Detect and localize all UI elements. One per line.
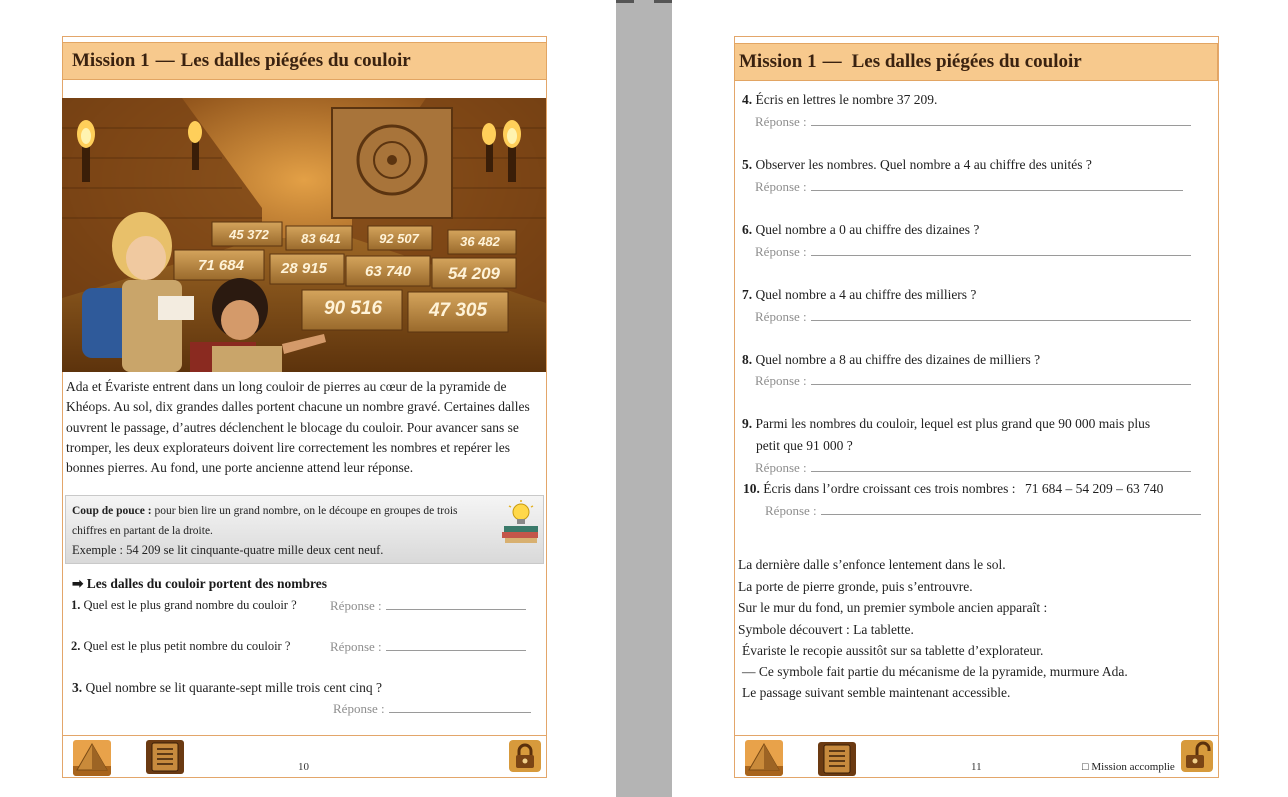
answer-line[interactable]: [811, 245, 1191, 256]
arrow-right-icon: ➡: [72, 576, 84, 591]
answer-3[interactable]: Réponse :: [333, 701, 531, 717]
tile-number: 47 305: [428, 300, 488, 321]
tile-number: 28 915: [281, 260, 327, 277]
question-3: 3. Quel nombre se lit quarante-sept mille trois cent cinq ?: [72, 680, 383, 695]
tile-number: 45 372: [229, 227, 269, 242]
tile-number: 92 507: [379, 231, 419, 246]
answer-line[interactable]: [811, 180, 1183, 191]
section-title: ➡ Les dalles du couloir portent des nombres: [72, 576, 327, 591]
open-padlock-icon: [1181, 740, 1213, 772]
question-7: 7. Quel nombre a 4 au chiffre des milliers ?: [742, 287, 977, 302]
answer-4[interactable]: Réponse :: [755, 114, 1191, 130]
hint-text: pour bien lire un grand nombre, on le découpe en groupes de trois chiffres en partant de la droite.: [72, 505, 458, 537]
padlock-icon: [509, 740, 541, 772]
answer-8[interactable]: Réponse :: [755, 373, 1191, 389]
answer-6[interactable]: Réponse :: [755, 244, 1191, 260]
question-2: 2. Quel est le plus petit nombre du couloir ?: [71, 639, 291, 653]
answer-line[interactable]: [389, 702, 531, 713]
tablet-icon: [146, 740, 184, 774]
gutter-tab: [616, 0, 634, 3]
question-6: 6. Quel nombre a 0 au chiffre des dizaines ?: [742, 222, 980, 237]
question-10: 10. Écris dans l’ordre croissant ces trois nombres : 71 684 – 54 209 – 63 740: [743, 481, 1164, 496]
mission-accomplished[interactable]: □ Mission accomplie: [1082, 761, 1175, 773]
header-dash: —: [155, 50, 175, 71]
answer-line[interactable]: [821, 504, 1201, 515]
left-page: [0, 0, 616, 797]
question-5: 5. Observer les nombres. Quel nombre a 4 au chiffre des unités ?: [742, 157, 1092, 172]
answer-2[interactable]: Réponse :: [330, 639, 526, 655]
numbers-to-order: 71 684 – 54 209 – 63 740: [1024, 481, 1164, 496]
question-9: 9. Parmi les nombres du couloir, lequel est plus grand que 90 000 mais plus: [742, 416, 1151, 431]
answer-line[interactable]: [386, 599, 526, 610]
answer-line[interactable]: [386, 640, 526, 651]
mission-checkbox[interactable]: □: [1082, 761, 1089, 773]
footer-divider: [734, 735, 1218, 736]
tile-number: 90 516: [323, 298, 383, 319]
hint-example: Exemple : 54 209 se lit cinquante-quatre mille deux cent neuf.: [72, 543, 384, 557]
answer-1[interactable]: Réponse :: [330, 598, 526, 614]
hint-title: Coup de pouce :: [72, 505, 152, 517]
question-8: 8. Quel nombre a 8 au chiffre des dizaines de milliers ?: [742, 352, 1041, 367]
tablet-icon: [818, 742, 856, 776]
question-9-continued: petit que 91 000 ?: [756, 438, 853, 453]
mission-header: [62, 42, 547, 80]
answer-9[interactable]: Réponse :: [755, 460, 1191, 476]
page-number: 10: [298, 761, 309, 773]
header-dash: —: [822, 51, 842, 72]
tile-number: 83 641: [301, 231, 341, 246]
answer-line[interactable]: [811, 310, 1191, 321]
lightbulb-books-icon: [500, 500, 542, 544]
answer-5[interactable]: Réponse :: [755, 179, 1183, 195]
story-paragraph: Ada et Évariste entrent dans un long couloir de pierres au cœur de la pyramide de Khéops. Au sol, dix grandes dalles portent chacune un nombre gravé. Certaines dalles ouvrent le passage, d’autres déclenchent le blocage du couloir. Pour avancer sans se tromper, les deux explorateurs doivent lire correctement les nombres et repérer les bonnes pierres. Au fond, une porte ancienne attend leur réponse.: [66, 379, 530, 476]
tile-number: 36 482: [460, 234, 500, 249]
tile-number: 54 209: [448, 264, 500, 283]
right-page: [672, 0, 1288, 797]
answer-line[interactable]: [811, 461, 1191, 472]
pyramid-icon: [745, 740, 783, 776]
page-number: 11: [971, 761, 982, 773]
mission-label: Mission 1: [739, 51, 817, 72]
gutter-tab: [654, 0, 672, 3]
mission-label: Mission 1: [72, 50, 150, 71]
conclusion-line: Sur le mur du fond, un premier symbole ancien apparaît :: [738, 600, 1048, 615]
answer-line[interactable]: [811, 374, 1191, 385]
conclusion-line: Symbole découvert : La tablette.: [738, 622, 914, 637]
question-1: 1. Quel est le plus grand nombre du couloir ?: [71, 598, 297, 612]
page-gutter: [616, 0, 672, 797]
pyramid-icon: [73, 740, 111, 776]
answer-10[interactable]: Réponse :: [765, 503, 1201, 519]
conclusion-line: Le passage suivant semble maintenant accessible.: [742, 685, 1011, 700]
answer-7[interactable]: Réponse :: [755, 309, 1191, 325]
question-4: 4. Écris en lettres le nombre 37 209.: [742, 92, 938, 107]
tile-number: 63 740: [365, 263, 411, 280]
conclusion-line: Évariste le recopie aussitôt sur sa tablette d’explorateur.: [742, 643, 1044, 658]
corridor-illustration: [62, 98, 546, 372]
conclusion-line: — Ce symbole fait partie du mécanisme de la pyramide, murmure Ada.: [742, 664, 1128, 679]
hint-box: [65, 495, 544, 564]
mission-title: Les dalles piégées du couloir: [180, 50, 411, 71]
mission-title: Les dalles piégées du couloir: [851, 51, 1082, 72]
conclusion-line: La dernière dalle s’enfonce lentement dans le sol.: [738, 557, 1006, 572]
answer-line[interactable]: [811, 115, 1191, 126]
conclusion-line: La porte de pierre gronde, puis s’entrouvre.: [738, 579, 973, 594]
tile-number: 71 684: [198, 257, 244, 274]
footer-divider: [62, 735, 546, 736]
mission-header: [734, 43, 1218, 81]
